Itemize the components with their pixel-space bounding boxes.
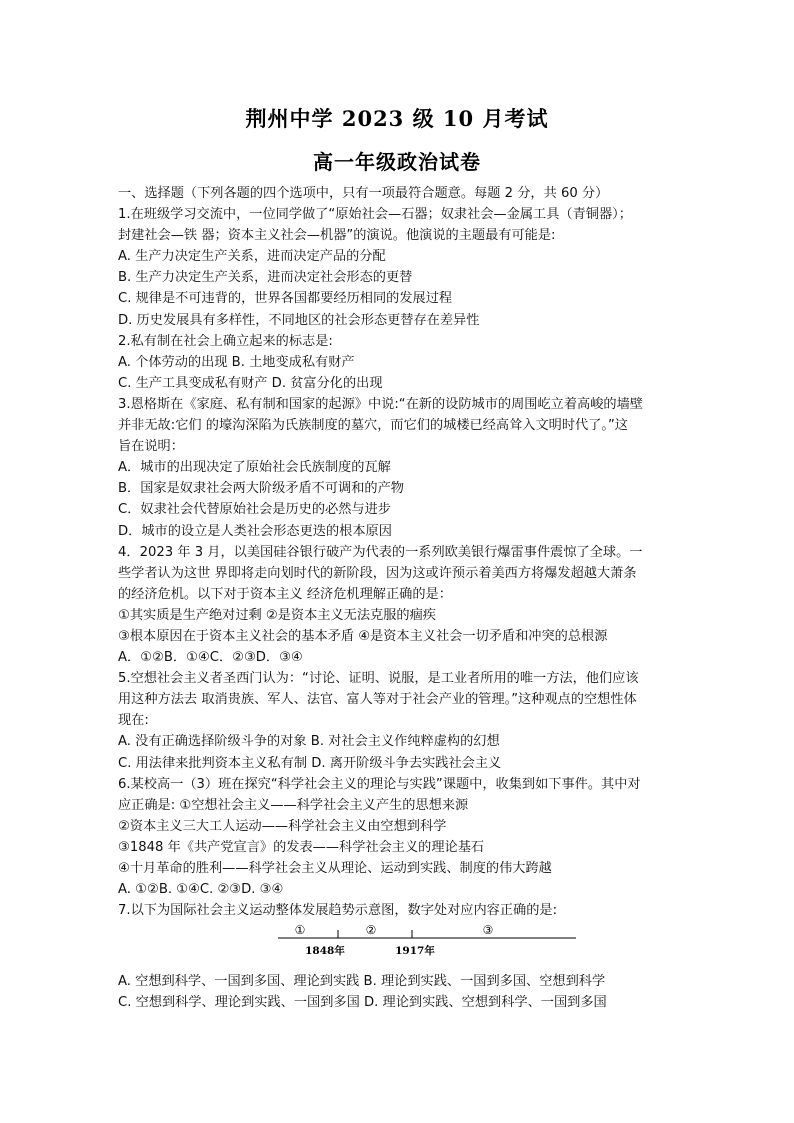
timeline-marker-2: ② — [365, 923, 377, 938]
timeline-year-1848: 1848年 — [305, 945, 345, 958]
text-line: A. 生产力决定生产关系，进而决定产品的分配 — [118, 249, 386, 265]
text-line: A．城市的出现决定了原始社会氏族制度的瓦解 — [118, 460, 391, 476]
text-line: 7.以下为国际社会主义运动整体发展趋势示意图，数字处对应内容正确的是: — [118, 903, 558, 919]
exam-title: 荆州中学 2023 级 10 月考试 — [245, 106, 549, 131]
text-line: 5.空想社会主义者圣西门认为：“讨论、证明、说服，是工业者所用的唯一方法，他们应该 — [118, 671, 639, 687]
text-line: C．奴隶社会代替原始社会是历史的必然与进步 — [118, 502, 391, 518]
question-7-options — [118, 971, 684, 1013]
text-line: ①其实质是生产绝对过剩 ②是资本主义无法克服的痼疾 — [118, 607, 436, 623]
text-line: ③1848 年《共产党宣言》的发表——科学社会主义的理论基石 — [118, 839, 485, 855]
text-line: C. 空想到科学、理论到实践、一国到多国 D. 理论到实践、空想到科学、一国到多国 — [118, 995, 607, 1011]
text-line: 6.某校高一（3）班在探究“科学社会主义的理论与实践”课题中，收集到如下事件。其中对 — [118, 776, 641, 792]
text-line: 应正确是: ①空想社会主义——科学社会主义产生的思想来源 — [118, 797, 469, 813]
question-block-1-7 — [118, 204, 684, 921]
text-line: 4．2023 年 3 月，以美国硅谷银行破产为代表的一系列欧美银行爆雷事件震惊了全球。一 — [118, 544, 643, 560]
text-line: D．城市的设立是人类社会形态更迭的根本原因 — [118, 523, 392, 539]
text-line: A．①②B．①④C．②③D．③④ — [118, 650, 303, 666]
text-line: 旨在说明： — [118, 439, 184, 455]
text-line: 2.私有制在社会上确立起来的标志是: — [118, 333, 333, 349]
text-line: D. 历史发展具有多样性，不同地区的社会形态更替存在差异性 — [118, 312, 480, 328]
text-line: A. ①②B. ①④C. ②③D. ③④ — [118, 882, 284, 898]
text-line: 封建社会—铁 器；资本主义社会—机器”的演说。他演说的主题最有可能是: — [118, 228, 556, 244]
text-line: 1.在班级学习交流中，一位同学做了“原始社会—石器；奴隶社会—金属工具（青铜器）； — [118, 207, 632, 223]
timeline-svg — [118, 921, 684, 971]
text-line: 并非无故:它们 的壕沟深陷为氏族制度的墓穴，而它们的城楼已经高耸入文明时代了。”这 — [118, 418, 628, 434]
section-heading: 一、选择题（下列各题的四个选项中，只有一项最符合题意。每题 2 分，共 60 分） — [118, 186, 609, 201]
text-line: B．国家是奴隶社会两大阶级矛盾不可调和的产物 — [118, 481, 404, 497]
text-line: 用这种方法去 取消贵族、军人、法官、富人等对于社会产业的管理。”这种观点的空想性体 — [118, 692, 637, 708]
text-line: A. 个体劳动的出现 B. 土地变成私有财产 — [118, 354, 355, 370]
text-line: B. 生产力决定生产关系，进而决定社会形态的更替 — [118, 270, 413, 286]
timeline-marker-3: ③ — [482, 923, 494, 938]
text-line: A. 没有正确选择阶级斗争的对象 B. 对社会主义作纯粹虚构的幻想 — [118, 734, 500, 750]
timeline-marker-1: ① — [294, 923, 306, 938]
text-line: 些学者认为这世 界即将走向划时代的新阶段，因为这或许预示着美西方将爆发超越大萧条 — [118, 565, 637, 581]
text-line: A. 空想到科学、一国到多国、理论到实践 B. 理论到实践、一国到多国、空想到科学 — [118, 974, 606, 990]
exam-subtitle: 高一年级政治试卷 — [313, 150, 481, 174]
timeline-diagram — [118, 921, 684, 971]
text-line: ③根本原因在于资本主义社会的基本矛盾 ④是资本主义社会一切矛盾和冲突的总根源 — [118, 628, 608, 644]
text-line: C. 用法律来批判资本主义私有制 D. 离开阶级斗争去实践社会主义 — [118, 755, 502, 771]
text-line: 现在: — [118, 713, 149, 729]
text-line: 的经济危机。以下对于资本主义 经济危机理解正确的是： — [118, 586, 452, 602]
text-line: 3.恩格斯在《家庭、私有制和国家的起源》中说:“在新的设防城市的周围屹立着高峻的墙壁 — [118, 396, 643, 412]
timeline-year-1917: 1917年 — [395, 945, 435, 958]
text-line: C. 生产工具变成私有财产 D. 贫富分化的出现 — [118, 375, 383, 391]
text-line: ④十月革命的胜利——科学社会主义从理论、运动到实践、制度的伟大跨越 — [118, 861, 552, 876]
text-line: ②资本主义三大工人运动——科学社会主义由空想到科学 — [118, 818, 447, 834]
text-line: C. 规律是不可违背的，世界各国都要经历相同的发展过程 — [118, 291, 453, 307]
exam-body — [118, 183, 684, 1013]
